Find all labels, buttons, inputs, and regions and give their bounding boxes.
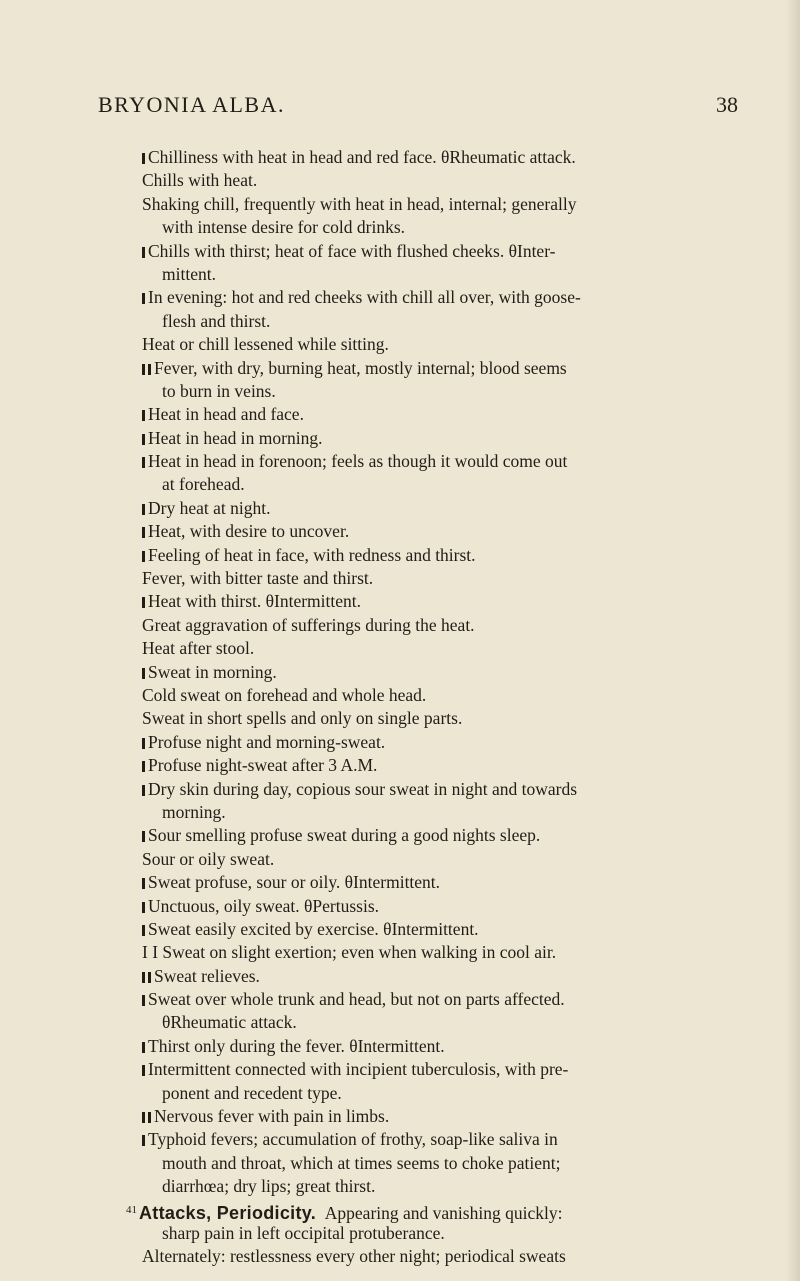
- text-line: Heat after stool.: [142, 638, 255, 659]
- bullet-mark: [142, 551, 145, 562]
- section-number: 41: [126, 1203, 137, 1216]
- page-edge-shadow: [786, 0, 800, 1281]
- bullet-mark: [142, 761, 145, 772]
- text-line: morning.: [162, 801, 226, 822]
- bullet-mark: [142, 597, 145, 608]
- bullet-mark: [142, 1042, 145, 1053]
- page-number: 38: [716, 92, 738, 117]
- text-line: Heat in head in morning.: [142, 427, 762, 450]
- text-line: Typhoid fevers; accumulation of frothy, soap-like saliva in: [142, 1128, 762, 1151]
- text-line: Heat or chill lessened while sitting.: [142, 334, 389, 355]
- body-text: [126, 146, 762, 1269]
- running-title: BRYONIA ALBA.: [98, 92, 285, 117]
- text-line: diarrhœa; dry lips; great thirst.: [162, 1176, 376, 1197]
- text-line: at forehead.: [162, 474, 245, 495]
- text-line: Sour or oily sweat.: [142, 848, 275, 869]
- bullet-mark: [142, 738, 145, 749]
- text-line: Chills with thirst; heat of face with flushed cheeks. θInter-: [142, 240, 762, 263]
- text-line: Fever, with dry, burning heat, mostly internal; blood seems: [142, 357, 762, 380]
- bullet-mark: [142, 668, 145, 679]
- bullet-mark: [148, 1112, 151, 1123]
- text-line: to burn in veins.: [162, 380, 276, 401]
- text-line: Intermittent connected with incipient tuberculosis, with pre-: [142, 1058, 762, 1081]
- text-line: Profuse night-sweat after 3 A.M.: [142, 754, 762, 777]
- text-line: Chills with heat.: [142, 170, 258, 191]
- text-line: Cold sweat on forehead and whole head.: [142, 684, 427, 705]
- page-header: [98, 92, 738, 122]
- section-heading: Attacks, Periodicity.: [139, 1202, 317, 1223]
- text-line: Thirst only during the fever. θIntermittent.: [142, 1035, 762, 1058]
- text-line: θRheumatic attack.: [162, 1012, 297, 1033]
- text-line: Sweat relieves.: [142, 965, 762, 988]
- text-line: Sweat profuse, sour or oily. θIntermittent.: [142, 871, 762, 894]
- section-heading-line: $^{41}$ Attacks, Periodicity. Appearing and vanishing quickly:: [126, 1202, 563, 1223]
- bullet-mark: [142, 434, 145, 445]
- text-line: Fever, with bitter taste and thirst.: [142, 568, 374, 589]
- bullet-mark: [142, 878, 145, 889]
- text-line: Sweat in morning.: [142, 661, 762, 684]
- text-line: mouth and throat, which at times seems to choke patient;: [162, 1152, 561, 1173]
- bullet-mark: [142, 1135, 145, 1146]
- text-line: I I Sweat on slight exertion; even when walking in cool air.: [142, 942, 557, 963]
- text-line: Dry skin during day, copious sour sweat in night and towards: [142, 778, 762, 801]
- bullet-mark: [142, 527, 145, 538]
- text-line: Nervous fever with pain in limbs.: [142, 1105, 762, 1128]
- text-line: Chilliness with heat in head and red face. θRheumatic attack.: [142, 146, 762, 169]
- text-line: Heat, with desire to uncover.: [142, 520, 762, 543]
- bullet-mark: [142, 1065, 145, 1076]
- text-line: Heat with thirst. θIntermittent.: [142, 590, 762, 613]
- text-line: Great aggravation of sufferings during the heat.: [142, 614, 475, 635]
- text-line: Sweat over whole trunk and head, but not on parts affected.: [142, 988, 762, 1011]
- bullet-mark: [142, 293, 145, 304]
- text-line: In evening: hot and red cheeks with chill all over, with goose-: [142, 286, 762, 309]
- text-line: Dry heat at night.: [142, 497, 762, 520]
- bullet-mark: [142, 831, 145, 842]
- bullet-mark: [142, 153, 145, 164]
- text-line: Feeling of heat in face, with redness and thirst.: [142, 544, 762, 567]
- bullet-mark: [142, 410, 145, 421]
- text-line: ponent and recedent type.: [162, 1082, 342, 1103]
- text-line: Heat in head in forenoon; feels as though it would come out: [142, 450, 762, 473]
- bullet-mark: [142, 1112, 145, 1123]
- bullet-mark: [142, 504, 145, 515]
- text-line: sharp pain in left occipital protuberance.: [162, 1222, 445, 1243]
- text-line: mittent.: [162, 263, 216, 284]
- bullet-mark: [142, 995, 145, 1006]
- bullet-mark: [142, 925, 145, 936]
- text-line: flesh and thirst.: [162, 310, 271, 331]
- bullet-mark: [142, 247, 145, 258]
- bullet-mark: [148, 972, 151, 983]
- text-line: Alternately: restlessness every other night; periodical sweats: [142, 1246, 566, 1267]
- text-line: Sweat in short spells and only on single parts.: [142, 708, 463, 729]
- bullet-mark: [142, 902, 145, 913]
- text-line: Sweat easily excited by exercise. θIntermittent.: [142, 918, 762, 941]
- text-line: Sour smelling profuse sweat during a good nights sleep.: [142, 824, 762, 847]
- bullet-mark: [142, 364, 145, 375]
- bullet-mark: [142, 457, 145, 468]
- text-line: Shaking chill, frequently with heat in head, internal; generally: [142, 193, 577, 214]
- text-line: Unctuous, oily sweat. θPertussis.: [142, 895, 762, 918]
- bullet-mark: [142, 785, 145, 796]
- text-line: with intense desire for cold drinks.: [162, 217, 406, 238]
- text-line: Profuse night and morning-sweat.: [142, 731, 762, 754]
- text-line: Heat in head and face.: [142, 403, 762, 426]
- bullet-mark: [148, 364, 151, 375]
- bullet-mark: [142, 972, 145, 983]
